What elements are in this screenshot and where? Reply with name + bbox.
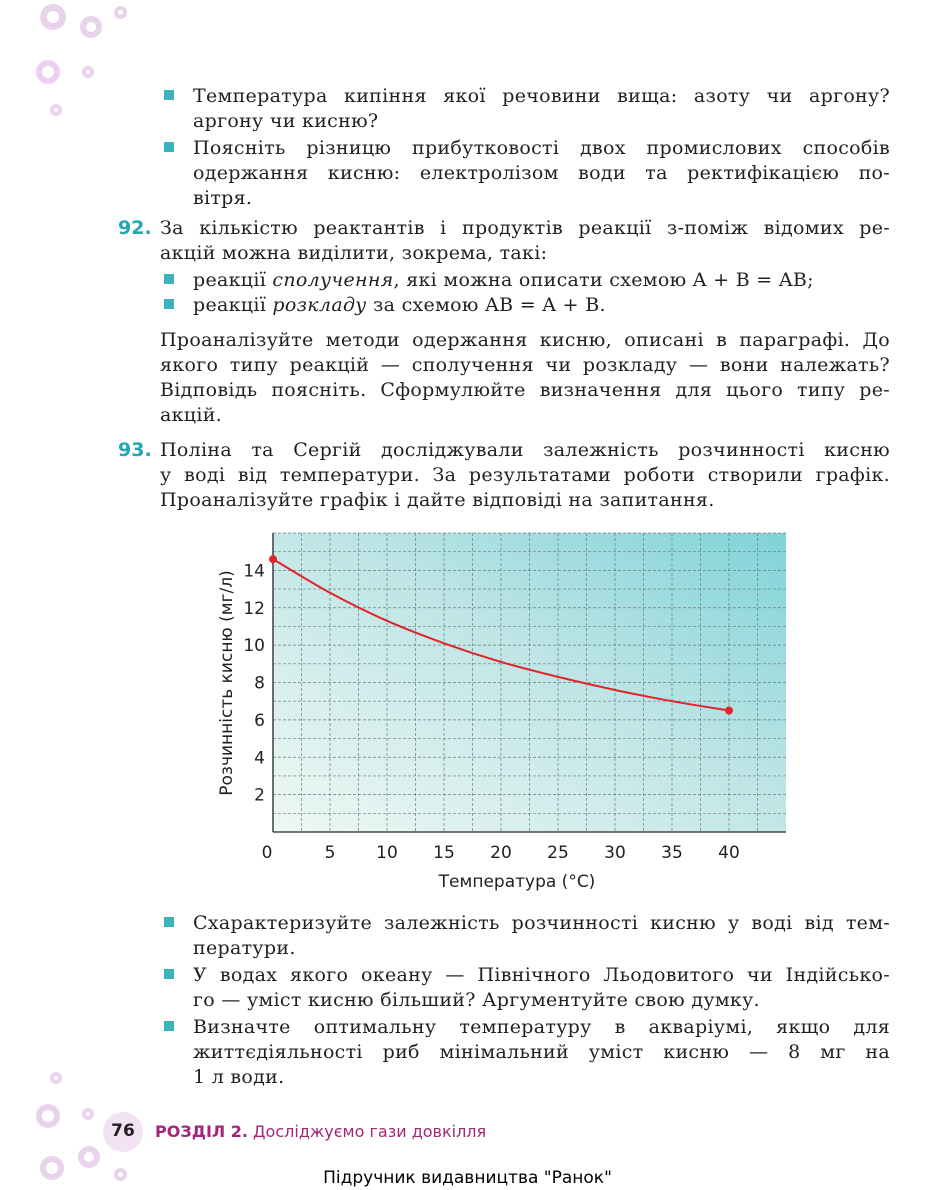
decor-dot (36, 60, 60, 84)
text-line: реакції розкладу за схемою AB = A + B. (193, 294, 606, 316)
text-line: Проаналізуйте графік і дайте відповіді на запитання. (160, 489, 715, 511)
section-title: Досліджуємо гази довкілля (247, 1122, 487, 1141)
solubility-chart (200, 525, 800, 900)
text-line: у воді від температури. За результатами роботи створили графік. (160, 464, 890, 486)
bullet-marker (164, 917, 174, 927)
decor-dot (80, 16, 102, 38)
text-line: За кількістю реактантів і продуктів реакції з-поміж відомих ре- (160, 217, 890, 239)
publisher-note: Підручник видавництва "Ранок" (323, 1168, 612, 1188)
text-line: Відповідь поясніть. Сформулюйте визначення для цього типу ре- (160, 379, 890, 401)
text-line: го — уміст кисню більший? Аргументуйте свою думку. (193, 989, 760, 1011)
x-tick-label: 5 (324, 843, 336, 863)
data-point (269, 555, 277, 563)
bullet-marker (164, 1021, 174, 1031)
text-line: якого типу реакцій — сполучення чи розкладу — вони належать? (160, 354, 890, 376)
text-line: Проаналізуйте методи одержання кисню, описані в параграфі. До (160, 329, 890, 351)
y-tick-label: 12 (243, 598, 265, 619)
task-number: 92. (118, 217, 152, 239)
section-label: РОЗДІЛ 2. (155, 1122, 248, 1141)
bullet-marker (164, 299, 174, 309)
bullet-marker (164, 142, 174, 152)
page-number: 76 (111, 1121, 135, 1141)
text-line: вітря. (193, 187, 253, 209)
x-tick-label: 30 (604, 843, 626, 863)
x-tick-label: 20 (490, 843, 512, 863)
text-line: Температура кипіння якої речовини вища: азоту чи аргону? (193, 85, 890, 107)
task-number: 93. (118, 439, 152, 461)
text-line: Схарактеризуйте залежність розчинності кисню у воді від тем- (193, 912, 890, 934)
text-line: 1 л води. (193, 1066, 285, 1088)
bullet-marker (164, 90, 174, 100)
y-tick-label: 2 (254, 785, 265, 806)
y-tick-label: 14 (243, 561, 265, 582)
bullet-marker (164, 274, 174, 284)
decor-dot (36, 1104, 60, 1128)
decor-dot (40, 4, 66, 30)
y-tick-label: 4 (254, 748, 265, 769)
text-line: реакції сполучення, які можна описати схемою A + B = AB; (193, 269, 814, 291)
text-line: аргону чи кисню? (193, 110, 379, 132)
text-line: акцій можна виділити, зокрема, такі: (160, 242, 548, 264)
x-tick-label: 0 (261, 843, 273, 863)
decor-dot (82, 66, 94, 78)
text-line: ператури. (193, 937, 296, 959)
bullet-marker (164, 969, 174, 979)
text-line: Поліна та Сергій досліджували залежність розчинності кисню (160, 439, 890, 461)
decor-dot (114, 6, 127, 19)
y-tick-label: 8 (254, 673, 265, 694)
x-tick-label: 10 (376, 843, 398, 863)
decor-dot (78, 1146, 100, 1168)
section-heading (155, 1122, 486, 1141)
text-line: Визначте оптимальну температуру в акваріумі, якщо для (193, 1016, 890, 1038)
text-line: Поясніть різницю прибутковості двох промислових способів (193, 137, 890, 159)
text-line: У водах якого океану — Північного Льодовитого чи Індійсько- (193, 964, 890, 986)
x-tick-label: 25 (547, 843, 569, 863)
decor-dot (82, 1108, 94, 1120)
x-tick-label: 40 (718, 843, 740, 863)
x-tick-label: 35 (661, 843, 683, 863)
text-line: одержання кисню: електролізом води та ректифікацією по- (193, 162, 890, 184)
text-line: акцій. (160, 404, 223, 426)
x-tick-label: 15 (433, 843, 455, 863)
text-line: життєдіяльності риб мінімальний уміст кисню — 8 мг на (193, 1041, 890, 1063)
decor-dot (50, 104, 62, 116)
decor-dot (50, 1072, 62, 1084)
y-tick-label: 10 (243, 636, 265, 657)
y-axis-label: Розчинність кисню (мг/л) (217, 570, 237, 796)
y-tick-label: 6 (254, 710, 265, 731)
x-axis-label: Температура (°C) (438, 872, 596, 892)
data-point (725, 707, 733, 715)
